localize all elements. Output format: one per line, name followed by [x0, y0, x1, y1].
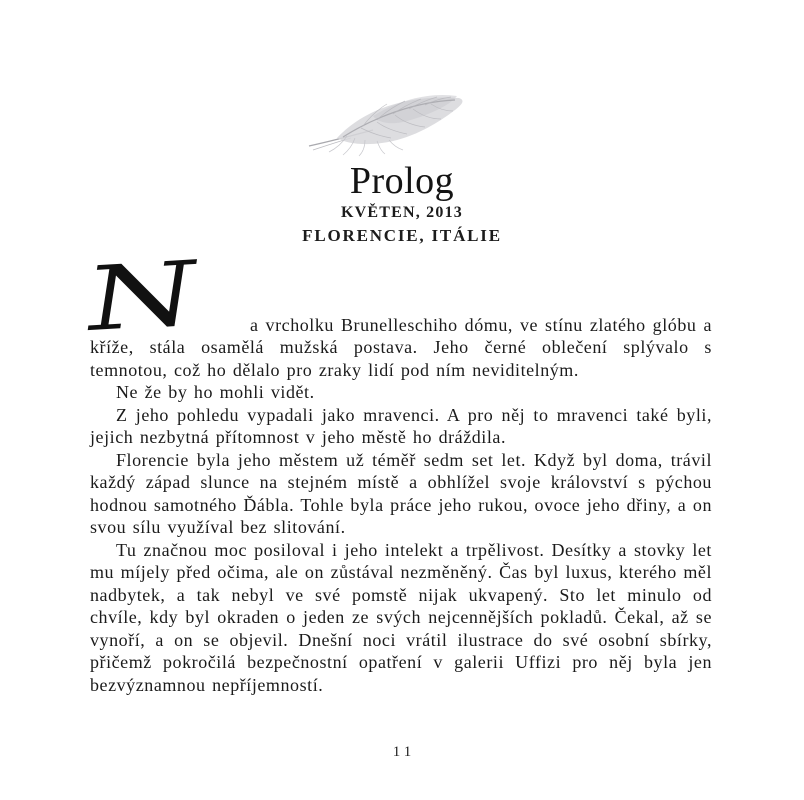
page-number: 11 — [392, 744, 416, 760]
paragraph: Tu značnou moc posiloval i jeho intelekt a trpělivost. Desítky a stovky let mu míjely před očima, ale on zůstával nezměněný. Čas byl luxus, kterého měl nadbytek, a tak nebyl ve své pomstě nijak ukvapený. Sto let minulo od chvíle, kdy byl okraden o jeden ze svých nejcennějších pokladů. Čekal, až se vynoří, a on se objevil. Dnešní noci vrátil ilustrace do své osobní sbírky, přičemž pokročilá bezpečnostní opatření v galerii Uffizi pro něj byla jen bezvýznamnou nepříjemností. — [90, 539, 712, 695]
paragraph-first — [79, 241, 712, 382]
paragraph-first-text: a vrcholku Brunelleschiho dómu, ve stínu zlatého glóbu a kříže, stála osamělá mužská postava. Jeho černé oblečení splývalo s temnotou, což ho dělalo pro zraky lidí pod ním neviditelným. — [90, 314, 712, 380]
body-text — [79, 241, 712, 697]
paragraph: Z jeho pohledu vypadali jako mravenci. A pro něj to mravenci také byli, jejich nezbytná přítomnost v jeho městě ho dráždila. — [90, 404, 712, 448]
chapter-title: Prolog — [349, 160, 455, 202]
drop-cap: N — [79, 241, 205, 351]
paragraph: Ne že by ho mohli vidět. — [116, 382, 315, 403]
chapter-location: FLORENCIE, ITÁLIE — [302, 225, 502, 245]
paragraph: Florencie byla jeho městem už téměř sedm set let. Když byl doma, trávil každý západ slunce na stejném místě a obhlížel svoje království s pýchou hodnou samotného Ďábla. Tohle byla práce jeho rukou, ovoce jeho dřiny, a on svou sílu využíval bez slitování. — [90, 449, 712, 538]
feather-ornament-icon — [303, 84, 473, 158]
chapter-date: KVĚTEN, 2013 — [341, 203, 463, 221]
